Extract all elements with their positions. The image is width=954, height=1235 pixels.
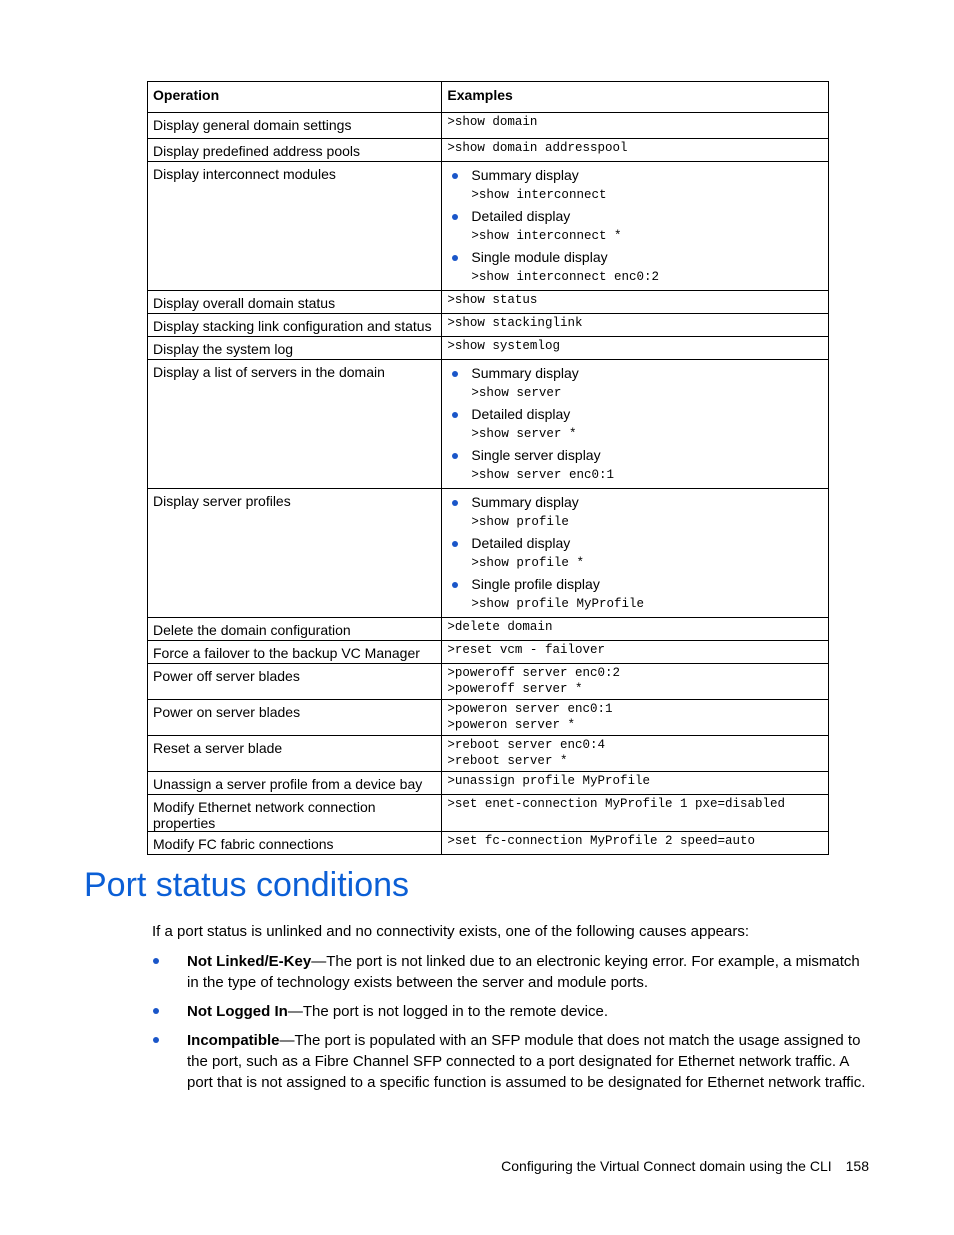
- table-row: [148, 360, 829, 489]
- example-list: [447, 165, 823, 288]
- operation-cell: Display server profiles: [148, 489, 442, 618]
- example-label: Single module display: [471, 249, 608, 265]
- example-command: >show profile: [471, 515, 569, 529]
- table-row: [148, 772, 829, 795]
- table-row: [148, 489, 829, 618]
- example-list-item: [447, 363, 823, 404]
- operation-cell: Reset a server blade: [148, 736, 442, 772]
- table-row: [148, 291, 829, 314]
- example-label: Detailed display: [471, 208, 571, 224]
- example-label: Summary display: [471, 494, 579, 510]
- example-command: >show interconnect enc0:2: [471, 270, 659, 284]
- example-list: [447, 492, 823, 615]
- example-label: Detailed display: [471, 535, 571, 551]
- example-command: >show profile MyProfile: [471, 597, 644, 611]
- example-cell: >show stackinglink: [442, 314, 829, 337]
- page-footer: [501, 1158, 869, 1174]
- cause-item: [152, 1001, 872, 1022]
- cause-text: —The port is populated with an SFP module that does not match the usage assigned to the port, such as a Fibre Channel SFP connected to a port designated for Ethernet network traffic. A port that is not assigned to a specific function is assumed to be designated for Ethernet network traffic.: [187, 1032, 866, 1091]
- example-cell: >show domain: [442, 113, 829, 139]
- table-row: [148, 795, 829, 832]
- page-number: 158: [845, 1158, 869, 1174]
- table-row: [148, 139, 829, 162]
- cause-term: Not Logged In: [187, 1003, 288, 1020]
- table-row: [148, 162, 829, 291]
- operation-cell: Delete the domain configuration: [148, 618, 442, 641]
- example-label: Detailed display: [471, 406, 571, 422]
- operation-cell: Display the system log: [148, 337, 442, 360]
- operation-cell: Display a list of servers in the domain: [148, 360, 442, 489]
- operation-cell: Display general domain settings: [148, 113, 442, 139]
- cause-term: Not Linked/E-Key: [187, 953, 312, 970]
- example-cell: [442, 489, 829, 618]
- table-row: [148, 337, 829, 360]
- example-label: Single server display: [471, 447, 601, 463]
- example-cell: >delete domain: [442, 618, 829, 641]
- example-label: Single profile display: [471, 576, 600, 592]
- table-row: [148, 641, 829, 664]
- example-cell: >reboot server enc0:4 >reboot server *: [442, 736, 829, 772]
- example-list-item: [447, 165, 823, 206]
- example-cell: >set fc-connection MyProfile 2 speed=auto: [442, 832, 829, 855]
- example-list-item: [447, 492, 823, 533]
- example-cell: >poweroff server enc0:2 >poweroff server *: [442, 664, 829, 700]
- operation-cell: Display predefined address pools: [148, 139, 442, 162]
- cause-text: —The port is not logged in to the remote device.: [287, 1003, 608, 1020]
- operation-cell: Display interconnect modules: [148, 162, 442, 291]
- example-command: >show server enc0:1: [471, 468, 614, 482]
- section-title: Port status conditions: [84, 866, 410, 904]
- causes-list: [152, 951, 872, 1101]
- table-header-row: [148, 82, 829, 113]
- cause-term: Incompatible: [187, 1032, 280, 1049]
- table-row: [148, 618, 829, 641]
- example-label: Summary display: [471, 167, 579, 183]
- example-command: >show server: [471, 386, 562, 400]
- example-cell: [442, 360, 829, 489]
- example-list-item: [447, 574, 823, 615]
- example-cell: >show domain addresspool: [442, 139, 829, 162]
- example-cell: [442, 162, 829, 291]
- cause-item: [152, 951, 872, 993]
- example-cell: >unassign profile MyProfile: [442, 772, 829, 795]
- table-row: [148, 113, 829, 139]
- example-list-item: [447, 206, 823, 247]
- example-cell: >show systemlog: [442, 337, 829, 360]
- example-command: >show interconnect: [471, 188, 607, 202]
- operation-cell: Force a failover to the backup VC Manager: [148, 641, 442, 664]
- table-row: [148, 700, 829, 736]
- example-cell: >show status: [442, 291, 829, 314]
- cli-operations-table: [147, 81, 829, 855]
- section-intro: If a port status is unlinked and no connectivity exists, one of the following causes appears:: [152, 923, 750, 940]
- table-row: [148, 736, 829, 772]
- example-list: [447, 363, 823, 486]
- example-list-item: [447, 445, 823, 486]
- example-label: Summary display: [471, 365, 579, 381]
- example-list-item: [447, 404, 823, 445]
- operation-cell: Display overall domain status: [148, 291, 442, 314]
- header-examples: Examples: [442, 82, 829, 113]
- operation-cell: Unassign a server profile from a device bay: [148, 772, 442, 795]
- table-row: [148, 664, 829, 700]
- operation-cell: Modify FC fabric connections: [148, 832, 442, 855]
- example-command: >show server *: [471, 427, 577, 441]
- operation-cell: Power on server blades: [148, 700, 442, 736]
- operation-cell: Display stacking link configuration and status: [148, 314, 442, 337]
- example-list-item: [447, 247, 823, 288]
- header-operation: Operation: [148, 82, 442, 113]
- example-list-item: [447, 533, 823, 574]
- operation-cell: Power off server blades: [148, 664, 442, 700]
- example-command: >show profile *: [471, 556, 584, 570]
- example-command: >show interconnect *: [471, 229, 622, 243]
- footer-text: Configuring the Virtual Connect domain using the CLI: [501, 1158, 832, 1174]
- example-cell: >set enet-connection MyProfile 1 pxe=disabled: [442, 795, 829, 832]
- example-cell: >reset vcm - failover: [442, 641, 829, 664]
- table-row: [148, 314, 829, 337]
- cause-text: —The port is not linked due to an electronic keying error. For example, a mismatch in the type of technology exists between the server and module ports.: [187, 953, 860, 991]
- cause-item: [152, 1030, 872, 1093]
- table-row: [148, 832, 829, 855]
- operation-cell: Modify Ethernet network connection properties: [148, 795, 442, 832]
- example-cell: >poweron server enc0:1 >poweron server *: [442, 700, 829, 736]
